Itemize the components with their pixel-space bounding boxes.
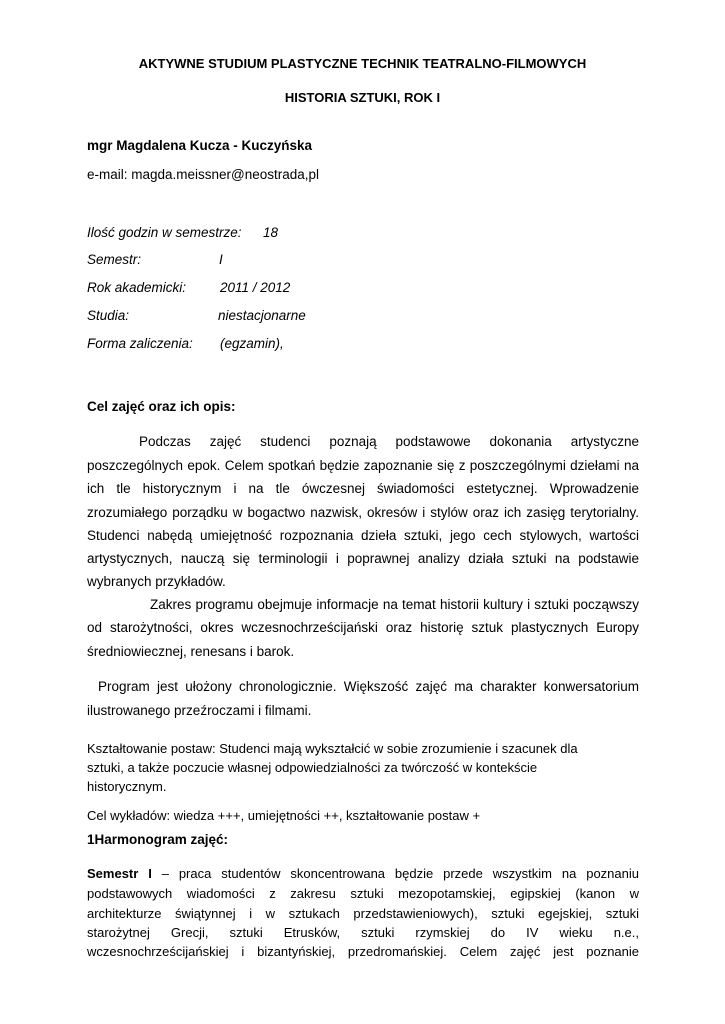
semester-value: I (219, 252, 223, 267)
goals-p1-line: zrozumiałego porządku w bogactwo nazwisk, okresów i stylów oraz ich zasięg terytorialny. (87, 505, 639, 520)
goals-p3-line: ilustrowanego przeźroczami i filmami. (87, 703, 312, 718)
lecturer-name: mgr Magdalena Kucza - Kuczyńska (87, 138, 313, 153)
course-title: HISTORIA SZTUKI, ROK I (284, 90, 441, 105)
lectures-goal: Cel wykładów: wiedza +++, umiejętności ++, kształtowanie postaw + (87, 808, 481, 823)
goals-p1-line: artystycznych, nauczą się terminologii i poprawnej analizy działa sztuki na podstawie (87, 551, 639, 566)
assessment-value: (egzamin), (220, 336, 284, 351)
goals-p1-line: wybranych przykładów. (87, 574, 226, 589)
goals-p2-line: średniowiecznej, renesans i barok. (87, 644, 295, 659)
lecturer-email: e-mail: magda.meissner@neostrada,pl (87, 167, 320, 182)
schedule-line-text: – praca studentów skoncentrowana będzie przede wszystkim na poznaniu (151, 866, 639, 881)
schedule-line: starożytnej Grecji, sztuki Etrusków, sztuki rzymskiej do IV wieku n.e., (87, 925, 639, 940)
goals-p1-line: ich tle historycznym i na tle ówczesnej świadomości estetycznej. Wprowadzenie (87, 481, 639, 496)
academic-year-value: 2011 / 2012 (220, 280, 291, 295)
attitudes-line: Kształtowanie postaw: Studenci mają wykształcić w sobie zrozumienie i szacunek dla (87, 741, 578, 756)
goals-p2-line: od starożytności, okres wczesnochrześcijański oraz historię sztuk plastycznych Europy (87, 620, 639, 635)
schedule-line: wczesnochrześcijańskiej i bizantyńskiej, przedromańskiej. Celem zajęć jest poznanie (87, 944, 639, 959)
attitudes-line: historycznym. (87, 779, 167, 794)
goals-p1-line: Studenci nabędą umiejętność rozpoznania dzieła sztuki, jego cech stylowych, wartości (87, 528, 639, 543)
attitudes-line: sztuki, a także poczucie własnej odpowiedzialności za twórczość w kontekście (87, 760, 538, 775)
schedule-line-first (87, 866, 639, 881)
schedule-line: podstawowych wiadomości z zakresu sztuki mezopotamskiej, egipskiej (kanon w (87, 886, 639, 901)
semester-label: Semestr: (87, 252, 142, 267)
goals-p1-line: poszczególnych epok. Celem spotkań będzie zapoznanie się z poszczególnymi dziełami na (87, 458, 639, 473)
hours-label: Ilość godzin w semestrze: (87, 225, 242, 240)
studies-value: niestacjonarne (218, 308, 306, 323)
goals-heading: Cel zajęć oraz ich opis: (87, 399, 236, 414)
semester-label-bold: Semestr I (87, 866, 152, 881)
goals-p1-line: Podczas zajęć studenci poznają podstawowe dokonania artystyczne (139, 434, 639, 449)
goals-p3-line: Program jest ułożony chronologicznie. Większość zajęć ma charakter konwersatorium (98, 679, 639, 694)
hours-value: 18 (263, 225, 279, 240)
schedule-line: architekturze świątynnej i w sztukach przedstawieniowych), sztuki egejskiej, sztuki (87, 906, 639, 921)
assessment-label: Forma zaliczenia: (87, 336, 193, 351)
academic-year-label: Rok akademicki: (87, 280, 187, 295)
studies-label: Studia: (87, 308, 130, 323)
schedule-heading: 1Harmonogram zajęć: (87, 832, 229, 847)
institution-title: AKTYWNE STUDIUM PLASTYCZNE TECHNIK TEATRALNO-FILMOWYCH (138, 56, 587, 71)
goals-p2-line: Zakres programu obejmuje informacje na temat historii kultury i sztuki począwszy (150, 597, 639, 612)
